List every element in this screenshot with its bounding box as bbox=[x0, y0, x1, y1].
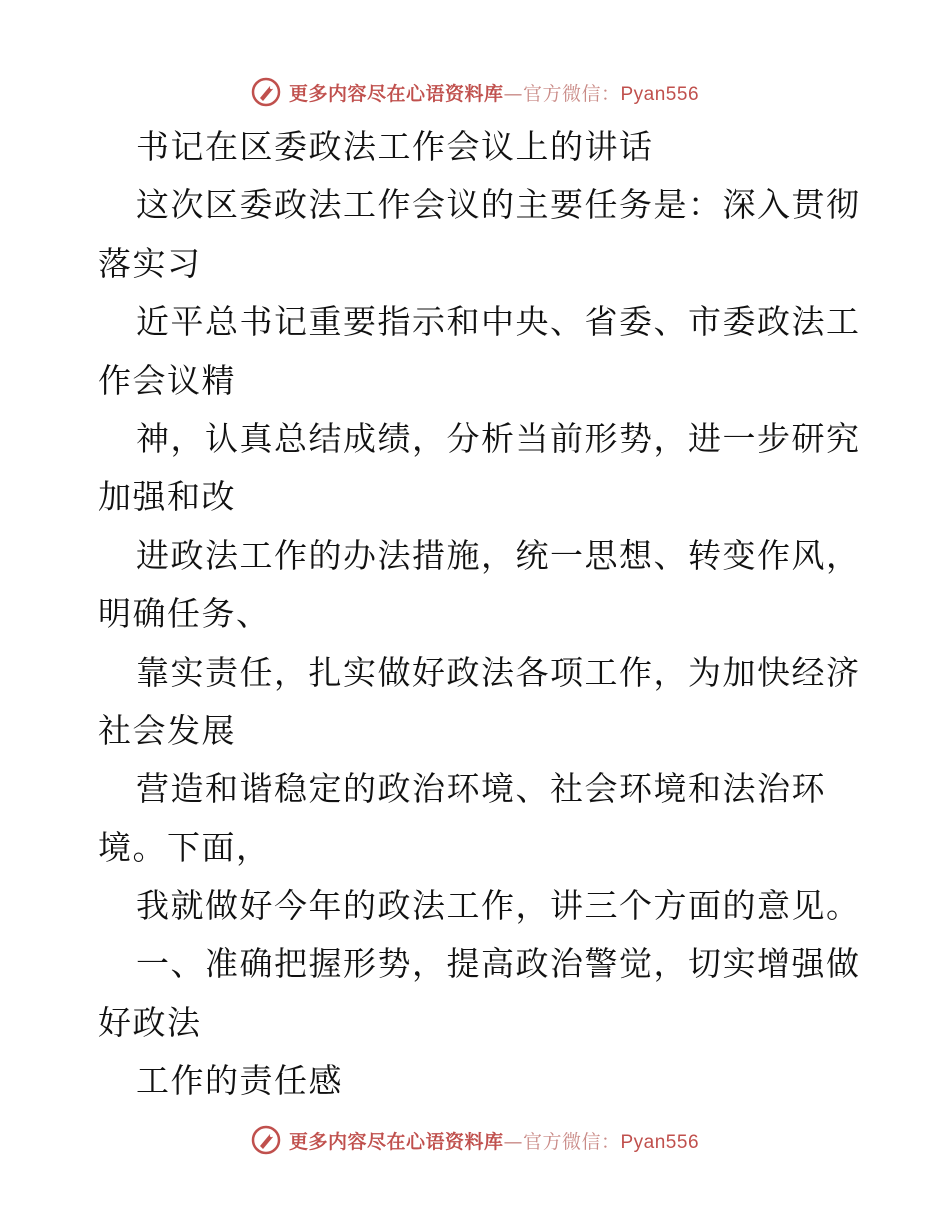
document-body bbox=[98, 118, 861, 1111]
paragraph-line: 神，认真总结成绩，分析当前形势，进一步研究 bbox=[136, 418, 861, 458]
watermark-brand: 更多内容尽在心语资料库 bbox=[288, 1130, 504, 1153]
section-heading-line: 好政法 bbox=[98, 1002, 202, 1042]
watermark-wechat-id: Pyan556 bbox=[620, 83, 700, 105]
watermark-brand: 更多内容尽在心语资料库 bbox=[288, 82, 504, 105]
watermark-wechat-id: Pyan556 bbox=[620, 1131, 700, 1153]
paragraph-line: 境。下面， bbox=[98, 827, 271, 867]
watermark-wechat-label: 官方微信： bbox=[522, 82, 621, 105]
pen-nib-logo-icon bbox=[251, 1125, 281, 1155]
paragraph-line: 这次区委政法工作会议的主要任务是：深入贯彻 bbox=[136, 185, 861, 225]
paragraph-line: 我就做好今年的政法工作，讲三个方面的意见。 bbox=[136, 886, 861, 926]
watermark-wechat-label: 官方微信： bbox=[522, 1130, 621, 1153]
paragraph-line: 落实习 bbox=[98, 243, 202, 283]
paragraph-line: 近平总书记重要指示和中央、省委、市委政法工 bbox=[136, 302, 861, 342]
section-heading-line: 工作的责任感 bbox=[136, 1061, 343, 1101]
pen-nib-logo-icon bbox=[251, 77, 281, 107]
paragraph-line: 靠实责任，扎实做好政法各项工作，为加快经济 bbox=[136, 652, 861, 692]
document-title: 书记在区委政法工作会议上的讲话 bbox=[136, 127, 654, 166]
header-watermark bbox=[0, 72, 950, 112]
section-heading-line: 一、准确把握形势，提高政治警觉，切实增强做 bbox=[136, 944, 861, 984]
paragraph-line: 明确任务、 bbox=[98, 594, 271, 634]
paragraph-line: 作会议精 bbox=[98, 360, 236, 400]
paragraph-line: 进政法工作的办法措施，统一思想、转变作风， bbox=[136, 535, 861, 575]
watermark-dash: — bbox=[503, 1130, 523, 1153]
watermark-dash: — bbox=[503, 82, 523, 105]
footer-watermark bbox=[0, 1120, 950, 1160]
paragraph-line: 营造和谐稳定的政治环境、社会环境和法治环 bbox=[136, 769, 826, 809]
paragraph-line: 社会发展 bbox=[98, 710, 236, 750]
paragraph-line: 加强和改 bbox=[98, 477, 236, 517]
